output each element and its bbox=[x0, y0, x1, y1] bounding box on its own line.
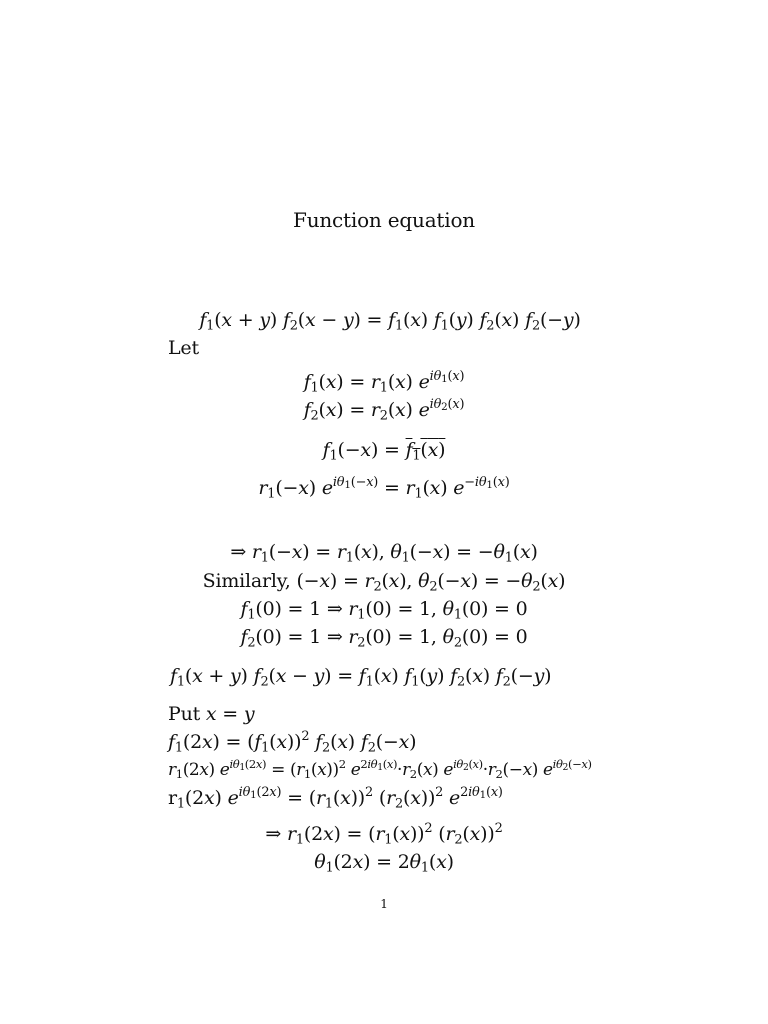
equation-line-6: $r_1(-x) e^{i\theta_1(-x)} = r_1(x)$ $e^{-i\theta_1(x)}$ bbox=[258, 475, 510, 502]
equation-line-8: Similarly, $(-x) = r_2(x)$, $\theta_2(-x) = -\theta_2(x)$ bbox=[202, 570, 566, 595]
equation-line-15: $r_1(2x) e^{i\theta_1(2x)} = (r_1(x))^2$ $(r_2(x))^2$ $e^{2i\theta_1(x)}$ bbox=[168, 785, 503, 812]
equation-line-13: $f_1(2x) = (f_1(x))^2$ $f_2(x)$ $f_2(-x)$ bbox=[168, 729, 417, 756]
equation-line-16: ⇒ $r_1(2x) = (r_1(x))^2$ $(r_2(x))^2$ bbox=[265, 821, 503, 848]
equation-line-3: $f_1(x) = r_1(x)$ $e^{i\theta_1(x)}$ bbox=[303, 369, 465, 396]
page-number: 1 bbox=[380, 897, 388, 911]
equation-line-1: $f_1(x + y) f_2(x - y) = f_1(x)$ $f_1(y)$ $f_2(x)$ $f_2(-y)$ bbox=[199, 309, 581, 334]
equation-line-4: $f_2(x) = r_2(x)$ $e^{i\theta_2(x)}$ bbox=[303, 397, 465, 424]
equation-line-12: Put x = y bbox=[168, 703, 255, 725]
equation-line-10: $f_2(0) = 1$ ⇒ $r_2(0) = 1$, $\theta_2(0) = 0$ bbox=[240, 626, 528, 651]
document-title: Function equation bbox=[293, 208, 475, 232]
equation-line-11: $f_1(x + y) f_2(x - y) = f_1(x)$ $f_1(y)$ $f_2(x)$ $f_2(-y)$ bbox=[170, 665, 552, 690]
equation-line-9: $f_1(0) = 1$ ⇒ $r_1(0) = 1$, $\theta_1(0) = 0$ bbox=[240, 598, 528, 623]
equation-line-14: $r_1(2x) e^{i\theta_1(2x)} = (r_1(x))^2$ $e^{2i\theta_1(x)}\cdot r_2(x)$ $e^{i\theta_2(x)}\cdot r_2(-x)$ $e^{i\theta_2(-x)}$ bbox=[168, 756, 592, 782]
equation-line-5: $f_1(-x) = f_1(x)$ bbox=[322, 439, 446, 464]
equation-line-17: $\theta_1(2x) = 2\theta_1(x)$ bbox=[314, 851, 454, 876]
text-let: Let bbox=[168, 337, 199, 359]
equation-line-7: ⇒ $r_1(-x) = r_1(x)$, $\theta_1(-x) = -\theta_1(x)$ bbox=[230, 541, 538, 566]
